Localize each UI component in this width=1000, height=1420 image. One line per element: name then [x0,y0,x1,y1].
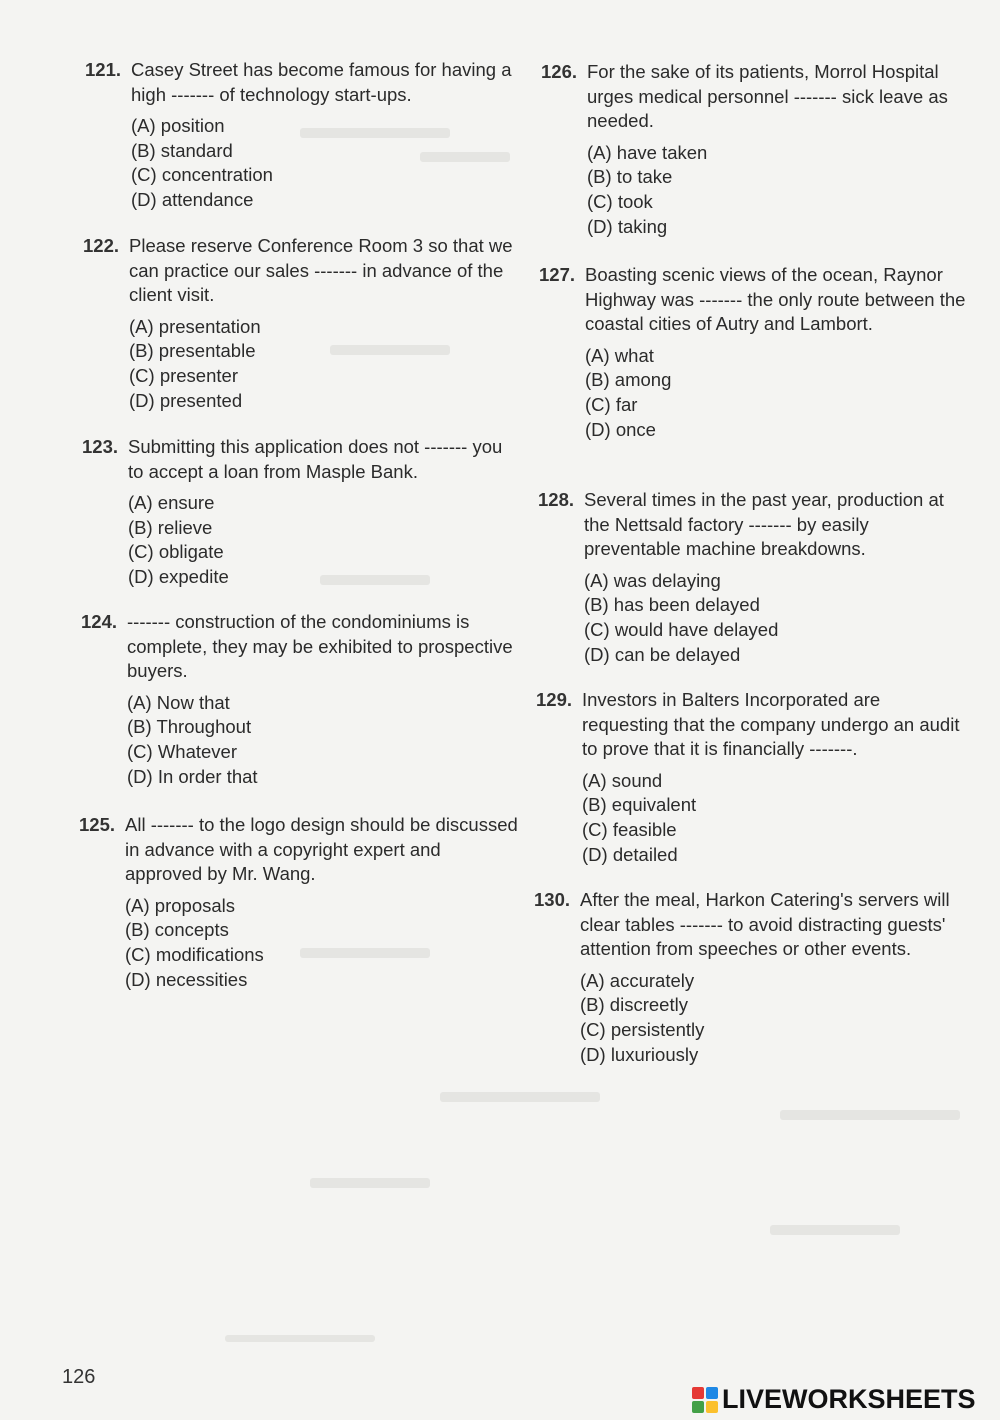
option-d[interactable]: (D) can be delayed [584,643,741,665]
option-d[interactable]: (D) detailed [582,843,678,865]
question-124 [81,610,521,789]
options-list [587,141,971,240]
option-a[interactable]: (A) position [131,115,225,136]
option-b[interactable]: (B) has been delayed [584,594,760,616]
question-number: 123. [82,436,119,457]
question-number: 128. [538,489,575,510]
option-b[interactable]: (B) presentable [129,340,256,362]
question-text: Submitting this application does not ------- you to accept a loan from Masple Bank. [128,436,503,482]
option-d[interactable]: (D) In order that [127,765,258,787]
question-number: 122. [83,235,120,256]
option-a[interactable]: (A) proposals [125,894,236,916]
option-a[interactable]: (A) what [585,344,654,366]
option-c[interactable]: (C) took [587,190,653,212]
option-d[interactable]: (D) attendance [131,189,254,211]
option-d[interactable]: (D) presented [129,389,243,411]
question-number: 126. [541,61,578,82]
options-list [580,969,964,1068]
option-a[interactable]: (A) have taken [587,141,708,163]
option-a[interactable]: (A) presentation [129,315,261,337]
question-121 [85,58,525,213]
question-127 [539,263,969,442]
question-number: 129. [536,689,573,710]
options-list [127,691,521,790]
option-d[interactable]: (D) once [585,418,656,440]
brand-name: LIVEWORKSHEETS [722,1384,976,1414]
question-text: Boasting scenic views of the ocean, Raynor Highway was ------- the only route between the coastal cities of Autry and Lambort. [585,264,966,334]
question-129 [536,688,966,867]
question-text: Please reserve Conference Room 3 so that we can practice our sales ------- in advance of the client visit. [129,235,513,305]
options-list [125,894,519,993]
question-text: All ------- to the logo design should be discussed in advance with a copyright expert and approved by Mr. Wang. [125,814,518,884]
option-b[interactable]: (B) discreetly [580,994,688,1016]
options-list [582,769,966,868]
liveworksheets-logo [692,1384,976,1415]
options-list [129,315,523,414]
option-c[interactable]: (C) presenter [129,364,238,386]
question-text: Casey Street has become famous for having a high ------- of technology start-ups. [131,59,512,105]
option-b[interactable]: (B) Throughout [127,716,252,738]
options-list [584,569,968,668]
question-number: 124. [81,611,118,632]
option-c[interactable]: (C) feasible [582,818,677,840]
option-b[interactable]: (B) among [585,369,672,391]
option-a[interactable]: (A) was delaying [584,569,721,591]
option-d[interactable]: (D) luxuriously [580,1043,699,1065]
options-list [131,114,525,213]
question-number: 125. [79,814,116,835]
question-number: 127. [539,264,576,285]
option-a[interactable]: (A) ensure [128,492,215,513]
option-c[interactable]: (C) persistently [580,1018,705,1040]
option-b[interactable]: (B) relieve [128,516,213,538]
page-number: 126 [62,1366,96,1388]
question-number: 121. [85,59,122,80]
option-d[interactable]: (D) taking [587,215,668,237]
question-128 [538,488,968,667]
option-c[interactable]: (C) would have delayed [584,618,779,640]
option-c[interactable]: (C) Whatever [127,740,237,762]
question-text: ------- construction of the condominiums is complete, they may be exhibited to prospective buyers. [127,611,513,681]
question-130 [534,888,964,1067]
option-a[interactable]: (A) Now that [127,691,230,713]
question-125 [79,813,519,992]
option-a[interactable]: (A) sound [582,769,663,791]
option-b[interactable]: (B) equivalent [582,794,697,816]
option-c[interactable]: (C) obligate [128,541,224,563]
question-text: Several times in the past year, production at the Nettsald factory ------- by easily preventable machine breakdowns. [584,489,944,559]
option-a[interactable]: (A) accurately [580,969,695,991]
question-126 [541,60,971,239]
question-123 [82,435,522,590]
option-d[interactable]: (D) necessities [125,968,248,990]
question-number: 130. [534,889,571,910]
options-list [585,344,969,443]
option-b[interactable]: (B) to take [587,166,673,188]
question-text: For the sake of its patients, Morrol Hospital urges medical personnel ------- sick leave as needed. [587,61,948,131]
question-122 [83,234,523,413]
option-b[interactable]: (B) standard [131,139,233,161]
options-list [128,491,522,590]
question-text: Investors in Balters Incorporated are requesting that the company undergo an audit to prove that it is financially -------. [582,689,960,759]
option-c[interactable]: (C) concentration [131,164,273,186]
option-c[interactable]: (C) modifications [125,943,264,965]
question-text: After the meal, Harkon Catering's servers will clear tables ------- to avoid distracting guests' attention from speeches or other events. [580,889,950,959]
logo-mark-icon [692,1387,718,1413]
option-b[interactable]: (B) concepts [125,919,229,941]
option-c[interactable]: (C) far [585,393,638,415]
option-d[interactable]: (D) expedite [128,566,229,588]
